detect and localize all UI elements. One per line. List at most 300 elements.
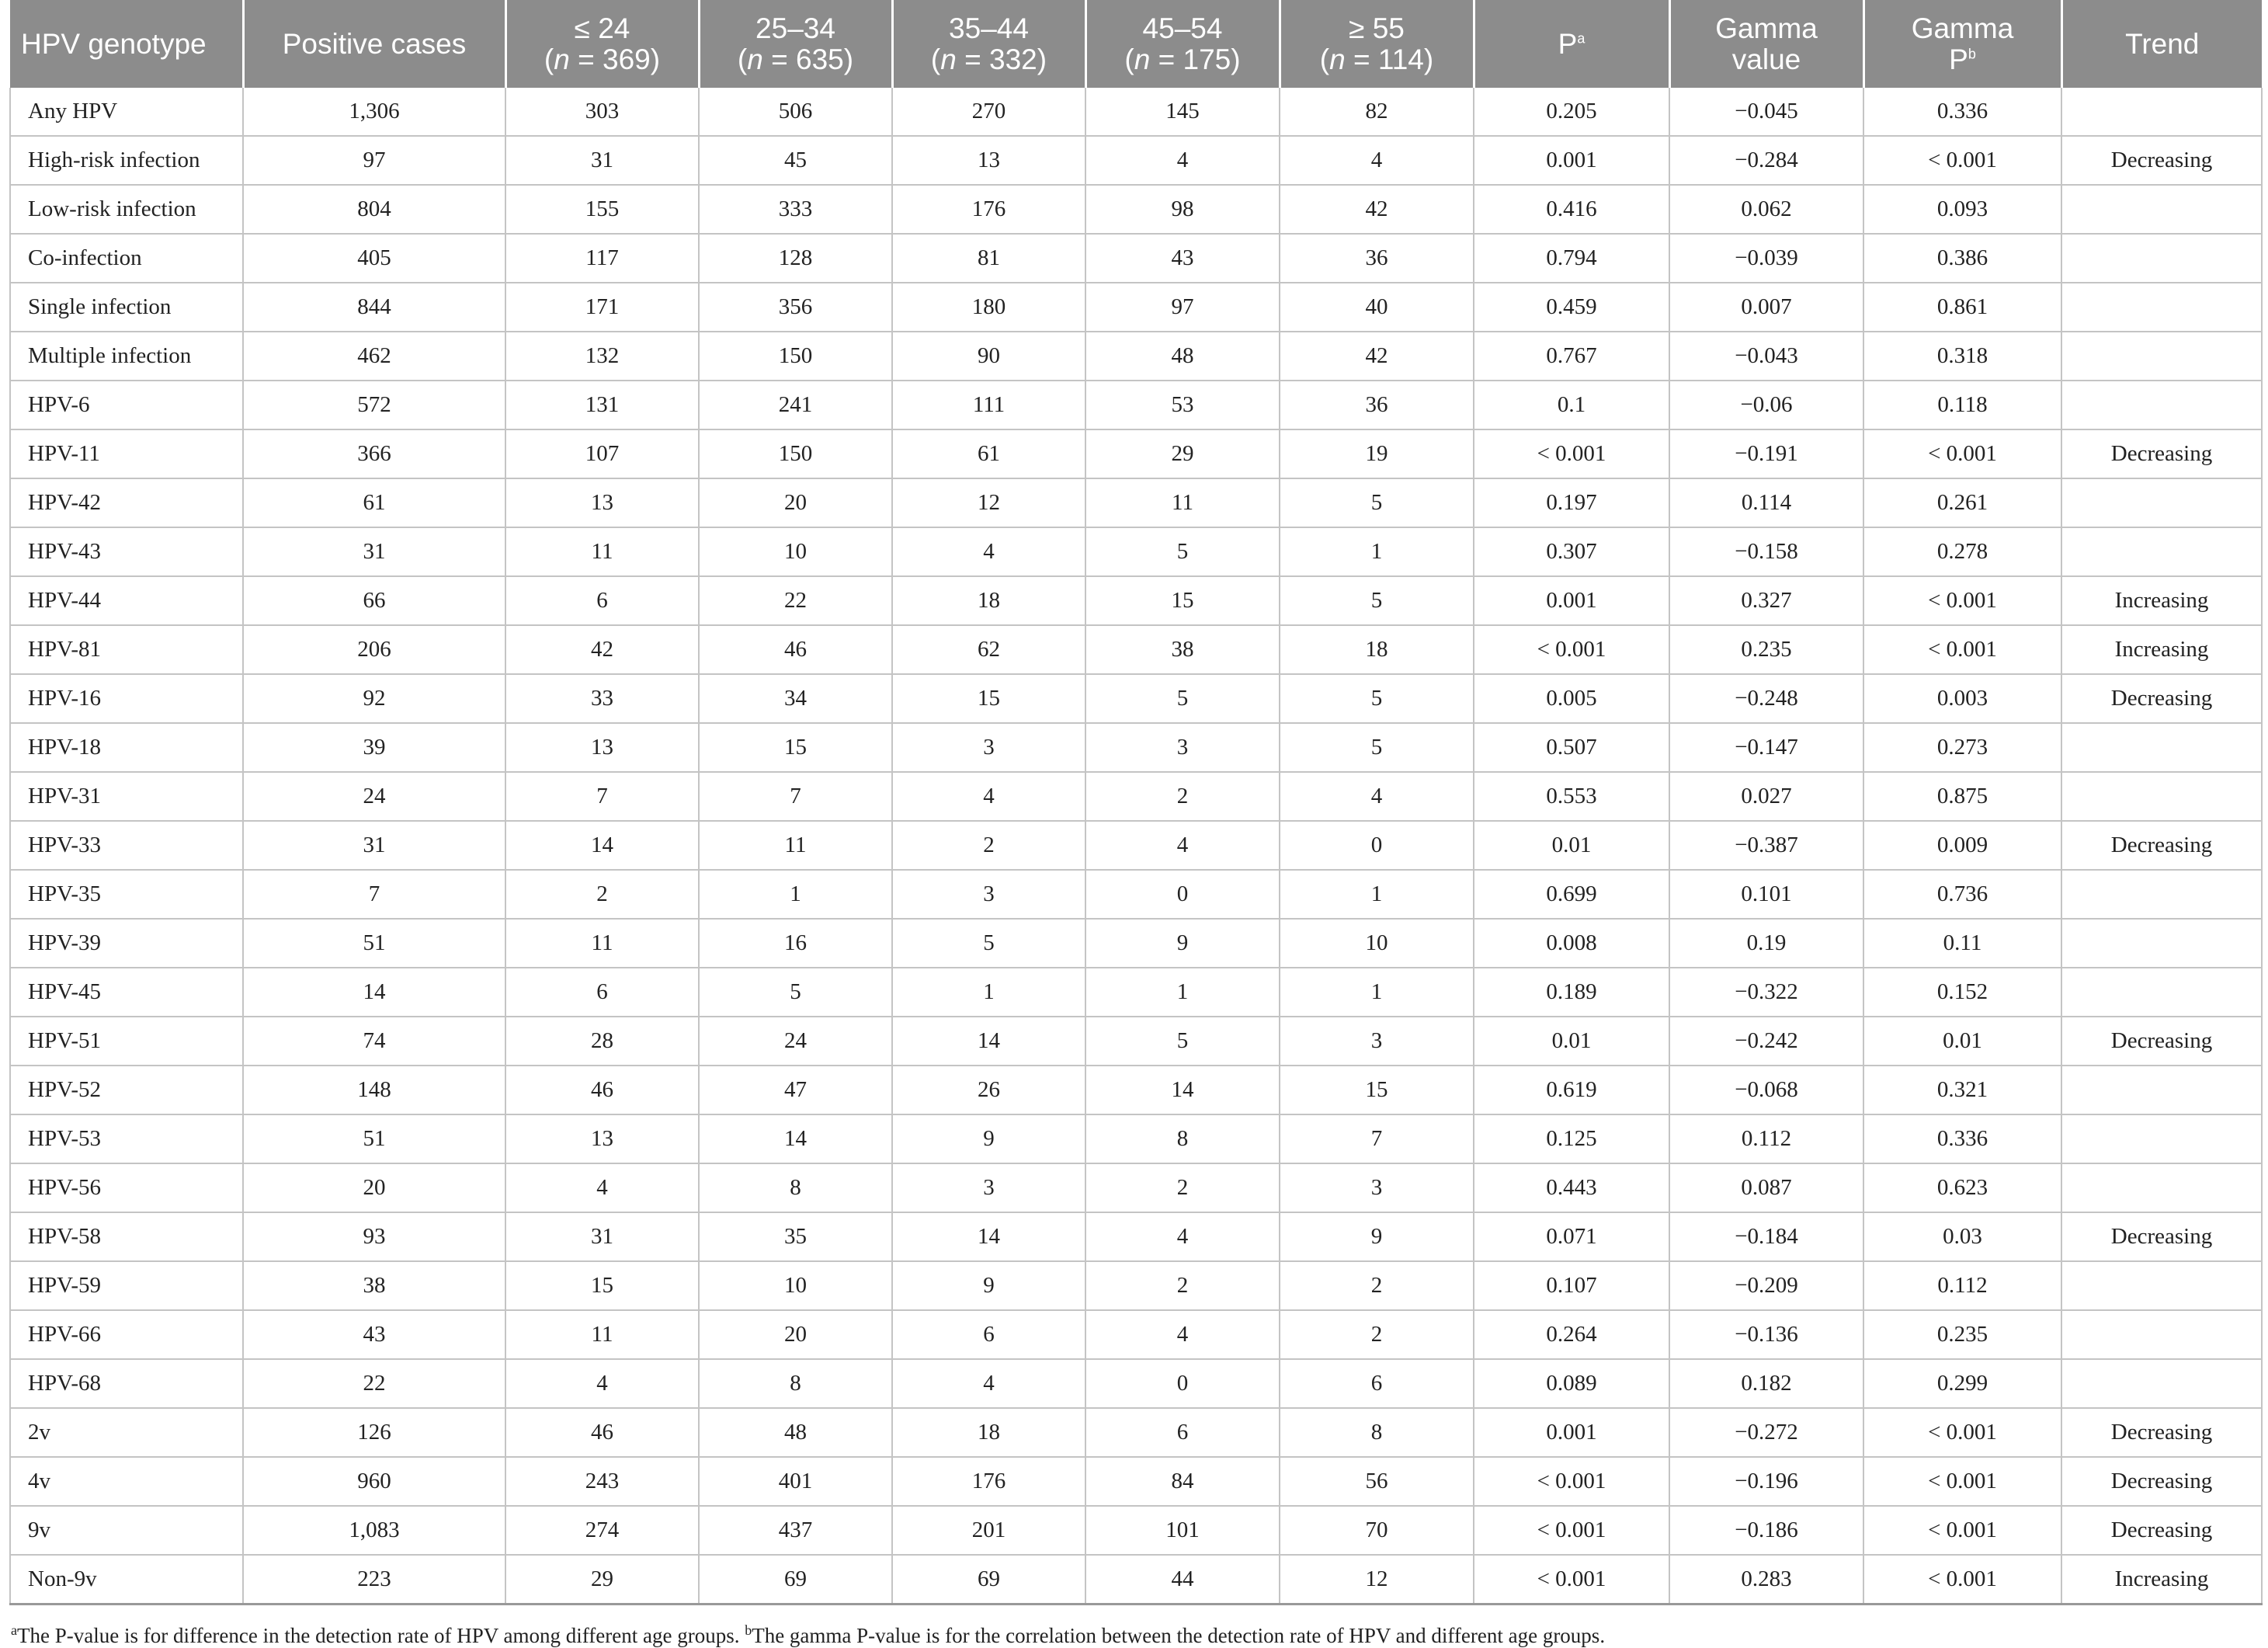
- table-cell: 132: [505, 332, 699, 381]
- table-row: [10, 674, 2262, 723]
- table-cell: 0.152: [1863, 968, 2061, 1017]
- table-cell: 1: [1280, 527, 1474, 576]
- table-cell: 48: [699, 1408, 892, 1457]
- table-row: [10, 1359, 2262, 1408]
- table-cell: 15: [505, 1261, 699, 1310]
- table-cell: 33: [505, 674, 699, 723]
- table-cell: 1,306: [243, 88, 505, 136]
- table-cell: 5: [1085, 674, 1280, 723]
- table-cell: < 0.001: [1863, 1506, 2061, 1555]
- table-cell: 90: [892, 332, 1085, 381]
- table-cell: 7: [1280, 1114, 1474, 1163]
- table-cell: 44: [1085, 1555, 1280, 1605]
- table-cell: [2061, 1163, 2262, 1212]
- table-cell: [2061, 283, 2262, 332]
- column-header: [243, 0, 505, 88]
- table-cell: 4: [1280, 772, 1474, 821]
- table-cell: 29: [505, 1555, 699, 1605]
- table-cell: 81: [892, 234, 1085, 283]
- table-cell: Decreasing: [2061, 821, 2262, 870]
- table-cell: 14: [1085, 1066, 1280, 1114]
- table-cell: 274: [505, 1506, 699, 1555]
- table-cell: 0: [1085, 1359, 1280, 1408]
- table-cell: 39: [243, 723, 505, 772]
- table-cell: 14: [892, 1212, 1085, 1261]
- table-cell: 804: [243, 185, 505, 234]
- table-cell: < 0.001: [1474, 625, 1669, 674]
- column-header-label: 35–44: [949, 12, 1029, 44]
- genotype-cell: Non-9v: [10, 1555, 243, 1605]
- table-cell: 0.062: [1669, 185, 1863, 234]
- table-cell: 4: [892, 772, 1085, 821]
- genotype-cell: 2v: [10, 1408, 243, 1457]
- column-header-label: 45–54: [1142, 12, 1223, 44]
- table-cell: 0.19: [1669, 919, 1863, 968]
- table-cell: 22: [243, 1359, 505, 1408]
- table-cell: [2061, 527, 2262, 576]
- table-cell: 11: [505, 527, 699, 576]
- table-cell: 4: [505, 1163, 699, 1212]
- table-cell: 34: [699, 674, 892, 723]
- table-cell: 84: [1085, 1457, 1280, 1506]
- table-cell: 3: [1280, 1163, 1474, 1212]
- table-cell: 19: [1280, 429, 1474, 478]
- table-cell: 0.273: [1863, 723, 2061, 772]
- table-cell: 6: [1280, 1359, 1474, 1408]
- table-cell: 62: [892, 625, 1085, 674]
- table-cell: 401: [699, 1457, 892, 1506]
- table-cell: 74: [243, 1017, 505, 1066]
- table-cell: 126: [243, 1408, 505, 1457]
- table-cell: 42: [505, 625, 699, 674]
- hpv-genotype-table: [9, 0, 2263, 1605]
- table-cell: 14: [243, 968, 505, 1017]
- table-cell: 31: [243, 821, 505, 870]
- table-cell: 61: [892, 429, 1085, 478]
- table-cell: 107: [505, 429, 699, 478]
- table-cell: 45: [699, 136, 892, 185]
- table-cell: 97: [243, 136, 505, 185]
- genotype-cell: HPV-35: [10, 870, 243, 919]
- table-cell: 46: [505, 1066, 699, 1114]
- table-cell: 18: [1280, 625, 1474, 674]
- table-cell: 270: [892, 88, 1085, 136]
- table-cell: 9: [1280, 1212, 1474, 1261]
- table-cell: 0.321: [1863, 1066, 2061, 1114]
- genotype-cell: HPV-39: [10, 919, 243, 968]
- table-cell: 0.283: [1669, 1555, 1863, 1605]
- table-cell: < 0.001: [1863, 1457, 2061, 1506]
- table-row: [10, 1066, 2262, 1114]
- table-cell: 5: [1085, 1017, 1280, 1066]
- table-cell: 0.299: [1863, 1359, 2061, 1408]
- genotype-cell: HPV-51: [10, 1017, 243, 1066]
- table-cell: −0.068: [1669, 1066, 1863, 1114]
- column-header-sublabel-sup: b: [1968, 46, 1976, 62]
- table-cell: [2061, 1310, 2262, 1359]
- table-cell: −0.184: [1669, 1212, 1863, 1261]
- table-row: [10, 1506, 2262, 1555]
- genotype-cell: HPV-45: [10, 968, 243, 1017]
- table-cell: 0.001: [1474, 576, 1669, 625]
- table-cell: 10: [699, 1261, 892, 1310]
- table-row: [10, 1457, 2262, 1506]
- table-cell: 0.114: [1669, 478, 1863, 527]
- table-cell: 48: [1085, 332, 1280, 381]
- table-cell: 0.182: [1669, 1359, 1863, 1408]
- table-cell: 3: [892, 1163, 1085, 1212]
- table-row: [10, 136, 2262, 185]
- table-cell: 43: [243, 1310, 505, 1359]
- table-cell: 0.11: [1863, 919, 2061, 968]
- table-cell: 2: [505, 870, 699, 919]
- table-cell: 9: [892, 1261, 1085, 1310]
- table-cell: < 0.001: [1474, 1457, 1669, 1506]
- table-cell: 28: [505, 1017, 699, 1066]
- genotype-cell: HPV-43: [10, 527, 243, 576]
- table-cell: 20: [699, 478, 892, 527]
- table-row: [10, 1555, 2262, 1605]
- genotype-cell: HPV-52: [10, 1066, 243, 1114]
- table-cell: < 0.001: [1863, 576, 2061, 625]
- table-cell: 46: [699, 625, 892, 674]
- table-row: [10, 968, 2262, 1017]
- table-cell: 0.861: [1863, 283, 2061, 332]
- table-cell: 0.005: [1474, 674, 1669, 723]
- table-row: [10, 381, 2262, 429]
- table-cell: 356: [699, 283, 892, 332]
- table-cell: 111: [892, 381, 1085, 429]
- table-cell: −0.039: [1669, 234, 1863, 283]
- table-cell: 128: [699, 234, 892, 283]
- table-cell: 10: [1280, 919, 1474, 968]
- table-cell: 1: [1280, 870, 1474, 919]
- column-header-sublabel: (n = 635): [737, 43, 854, 75]
- table-cell: −0.186: [1669, 1506, 1863, 1555]
- column-header: [1863, 0, 2061, 88]
- table-cell: Decreasing: [2061, 136, 2262, 185]
- table-cell: 844: [243, 283, 505, 332]
- column-header: [2061, 0, 2262, 88]
- table-cell: −0.242: [1669, 1017, 1863, 1066]
- table-row: [10, 1114, 2262, 1163]
- table-cell: 960: [243, 1457, 505, 1506]
- table-cell: 5: [1280, 723, 1474, 772]
- table-cell: 0.071: [1474, 1212, 1669, 1261]
- table-cell: 333: [699, 185, 892, 234]
- table-cell: 4: [1280, 136, 1474, 185]
- table-cell: 5: [1280, 674, 1474, 723]
- table-cell: 0.336: [1863, 1114, 2061, 1163]
- table-cell: 16: [699, 919, 892, 968]
- table-cell: 47: [699, 1066, 892, 1114]
- table-cell: 206: [243, 625, 505, 674]
- table-cell: 150: [699, 332, 892, 381]
- genotype-cell: 4v: [10, 1457, 243, 1506]
- genotype-cell: Co-infection: [10, 234, 243, 283]
- table-cell: 98: [1085, 185, 1280, 234]
- table-cell: −0.322: [1669, 968, 1863, 1017]
- table-cell: 12: [1280, 1555, 1474, 1605]
- genotype-cell: HPV-68: [10, 1359, 243, 1408]
- table-cell: 69: [892, 1555, 1085, 1605]
- genotype-cell: HPV-33: [10, 821, 243, 870]
- table-cell: 0.205: [1474, 88, 1669, 136]
- table-cell: 0.1: [1474, 381, 1669, 429]
- table-cell: 0.001: [1474, 136, 1669, 185]
- genotype-cell: HPV-59: [10, 1261, 243, 1310]
- table-cell: 1,083: [243, 1506, 505, 1555]
- table-cell: 405: [243, 234, 505, 283]
- table-cell: 3: [1085, 723, 1280, 772]
- table-cell: 303: [505, 88, 699, 136]
- table-cell: 0.112: [1669, 1114, 1863, 1163]
- column-header: [892, 0, 1085, 88]
- table-cell: Decreasing: [2061, 1017, 2262, 1066]
- table-cell: 13: [505, 723, 699, 772]
- table-cell: 506: [699, 88, 892, 136]
- genotype-cell: 9v: [10, 1506, 243, 1555]
- table-cell: 9: [892, 1114, 1085, 1163]
- table-cell: 150: [699, 429, 892, 478]
- table-cell: 1: [1280, 968, 1474, 1017]
- table-cell: 0.189: [1474, 968, 1669, 1017]
- genotype-cell: HPV-11: [10, 429, 243, 478]
- table-cell: 18: [892, 1408, 1085, 1457]
- table-cell: [2061, 381, 2262, 429]
- table-row: [10, 1017, 2262, 1066]
- table-cell: 201: [892, 1506, 1085, 1555]
- table-cell: 7: [699, 772, 892, 821]
- table-cell: 3: [892, 723, 1085, 772]
- table-row: [10, 1212, 2262, 1261]
- table-row: [10, 1261, 2262, 1310]
- table-cell: 10: [699, 527, 892, 576]
- table-cell: 0.416: [1474, 185, 1669, 234]
- table-cell: 0.459: [1474, 283, 1669, 332]
- table-cell: [2061, 919, 2262, 968]
- table-cell: 8: [699, 1359, 892, 1408]
- table-cell: 31: [243, 527, 505, 576]
- table-row: [10, 527, 2262, 576]
- table-row: [10, 234, 2262, 283]
- table-cell: 8: [1280, 1408, 1474, 1457]
- table-cell: 12: [892, 478, 1085, 527]
- table-cell: 29: [1085, 429, 1280, 478]
- genotype-cell: HPV-42: [10, 478, 243, 527]
- genotype-cell: HPV-53: [10, 1114, 243, 1163]
- table-cell: Decreasing: [2061, 429, 2262, 478]
- table-cell: −0.272: [1669, 1408, 1863, 1457]
- column-header: [1085, 0, 1280, 88]
- table-cell: 66: [243, 576, 505, 625]
- column-header-label: Trend: [2125, 27, 2200, 60]
- table-cell: [2061, 332, 2262, 381]
- table-cell: 0.507: [1474, 723, 1669, 772]
- genotype-cell: High-risk infection: [10, 136, 243, 185]
- table-cell: 2: [1085, 1163, 1280, 1212]
- table-cell: −0.147: [1669, 723, 1863, 772]
- table-cell: Increasing: [2061, 576, 2262, 625]
- table-cell: 0.027: [1669, 772, 1863, 821]
- genotype-cell: HPV-44: [10, 576, 243, 625]
- table-cell: 0.235: [1863, 1310, 2061, 1359]
- table-cell: 0.767: [1474, 332, 1669, 381]
- table-cell: 56: [1280, 1457, 1474, 1506]
- genotype-cell: Low-risk infection: [10, 185, 243, 234]
- table-cell: 92: [243, 674, 505, 723]
- column-header-label: HPV genotype: [21, 27, 207, 60]
- table-cell: 180: [892, 283, 1085, 332]
- table-cell: 15: [1280, 1066, 1474, 1114]
- column-header: [1280, 0, 1474, 88]
- table-cell: −0.045: [1669, 88, 1863, 136]
- table-row: [10, 478, 2262, 527]
- table-cell: 5: [699, 968, 892, 1017]
- table-cell: 0.386: [1863, 234, 2061, 283]
- table-cell: 0.093: [1863, 185, 2061, 234]
- table-cell: 155: [505, 185, 699, 234]
- table-cell: 8: [699, 1163, 892, 1212]
- table-cell: [2061, 772, 2262, 821]
- table-cell: Increasing: [2061, 625, 2262, 674]
- table-cell: 6: [505, 576, 699, 625]
- table-cell: [2061, 968, 2262, 1017]
- table-cell: 0.264: [1474, 1310, 1669, 1359]
- table-cell: 0.327: [1669, 576, 1863, 625]
- column-header: [505, 0, 699, 88]
- genotype-cell: HPV-58: [10, 1212, 243, 1261]
- table-cell: 0.307: [1474, 527, 1669, 576]
- table-cell: 7: [243, 870, 505, 919]
- table-cell: 24: [699, 1017, 892, 1066]
- table-cell: 15: [1085, 576, 1280, 625]
- italic-n: n: [1134, 43, 1151, 75]
- table-cell: 61: [243, 478, 505, 527]
- table-cell: [2061, 1261, 2262, 1310]
- table-cell: 11: [505, 919, 699, 968]
- table-row: [10, 1163, 2262, 1212]
- genotype-cell: HPV-16: [10, 674, 243, 723]
- table-row: [10, 821, 2262, 870]
- table-cell: 14: [892, 1017, 1085, 1066]
- table-cell: 3: [892, 870, 1085, 919]
- italic-n: n: [747, 43, 763, 75]
- column-header-label: Gamma: [1911, 12, 2014, 44]
- table-cell: −0.196: [1669, 1457, 1863, 1506]
- table-cell: 5: [1280, 576, 1474, 625]
- table-cell: −0.158: [1669, 527, 1863, 576]
- column-header-sublabel: (n = 332): [930, 43, 1047, 75]
- table-cell: 0.01: [1474, 1017, 1669, 1066]
- table-cell: −0.06: [1669, 381, 1863, 429]
- genotype-cell: HPV-18: [10, 723, 243, 772]
- table-cell: −0.387: [1669, 821, 1863, 870]
- column-header: [699, 0, 892, 88]
- table-cell: 18: [892, 576, 1085, 625]
- table-cell: Decreasing: [2061, 1506, 2262, 1555]
- table-cell: 42: [1280, 332, 1474, 381]
- table-cell: 4: [1085, 821, 1280, 870]
- table-cell: 15: [892, 674, 1085, 723]
- table-cell: 0.089: [1474, 1359, 1669, 1408]
- table-row: [10, 772, 2262, 821]
- table-cell: 9: [1085, 919, 1280, 968]
- table-cell: 0.007: [1669, 283, 1863, 332]
- table-cell: 4: [505, 1359, 699, 1408]
- table-cell: 1: [699, 870, 892, 919]
- table-cell: Decreasing: [2061, 1408, 2262, 1457]
- table-cell: 2: [1085, 772, 1280, 821]
- table-cell: −0.209: [1669, 1261, 1863, 1310]
- table-cell: 0.875: [1863, 772, 2061, 821]
- genotype-cell: HPV-66: [10, 1310, 243, 1359]
- table-cell: 148: [243, 1066, 505, 1114]
- column-header-sup: a: [1577, 30, 1586, 47]
- table-cell: 462: [243, 332, 505, 381]
- column-header-label: Positive cases: [282, 27, 467, 60]
- table-cell: 7: [505, 772, 699, 821]
- genotype-cell: Multiple infection: [10, 332, 243, 381]
- column-header-sublabel: (n = 369): [544, 43, 661, 75]
- table-cell: 0.197: [1474, 478, 1669, 527]
- genotype-cell: HPV-81: [10, 625, 243, 674]
- table-cell: 0.087: [1669, 1163, 1863, 1212]
- table-cell: 11: [1085, 478, 1280, 527]
- table-cell: < 0.001: [1863, 136, 2061, 185]
- table-cell: 11: [699, 821, 892, 870]
- table-cell: [2061, 1066, 2262, 1114]
- table-row: [10, 332, 2262, 381]
- table-cell: 0.336: [1863, 88, 2061, 136]
- table-cell: 8: [1085, 1114, 1280, 1163]
- table-cell: 176: [892, 185, 1085, 234]
- table-cell: 2: [1085, 1261, 1280, 1310]
- table-cell: 38: [1085, 625, 1280, 674]
- table-cell: [2061, 723, 2262, 772]
- column-header: [10, 0, 243, 88]
- genotype-cell: HPV-6: [10, 381, 243, 429]
- table-cell: −0.043: [1669, 332, 1863, 381]
- table-row: [10, 283, 2262, 332]
- table-cell: Increasing: [2061, 1555, 2262, 1605]
- table-cell: < 0.001: [1474, 1506, 1669, 1555]
- table-cell: 171: [505, 283, 699, 332]
- table-row: [10, 576, 2262, 625]
- table-row: [10, 1310, 2262, 1359]
- table-cell: 5: [1280, 478, 1474, 527]
- table-cell: 4: [1085, 1310, 1280, 1359]
- table-row: [10, 429, 2262, 478]
- column-header-label: Gamma: [1715, 12, 1818, 44]
- table-cell: 0.009: [1863, 821, 2061, 870]
- table-cell: 4: [892, 527, 1085, 576]
- table-cell: 437: [699, 1506, 892, 1555]
- table-cell: 36: [1280, 381, 1474, 429]
- table-row: [10, 723, 2262, 772]
- table-cell: 40: [1280, 283, 1474, 332]
- table-row: [10, 1408, 2262, 1457]
- table-cell: 6: [505, 968, 699, 1017]
- table-cell: 82: [1280, 88, 1474, 136]
- table-cell: 0.01: [1863, 1017, 2061, 1066]
- table-cell: 43: [1085, 234, 1280, 283]
- table-cell: 51: [243, 1114, 505, 1163]
- table-cell: 0.008: [1474, 919, 1669, 968]
- table-cell: 46: [505, 1408, 699, 1457]
- footnote-b-text: The gamma P-value is for the correlation between the detection rate of HPV and different age groups.: [752, 1624, 1606, 1647]
- table-cell: 13: [505, 478, 699, 527]
